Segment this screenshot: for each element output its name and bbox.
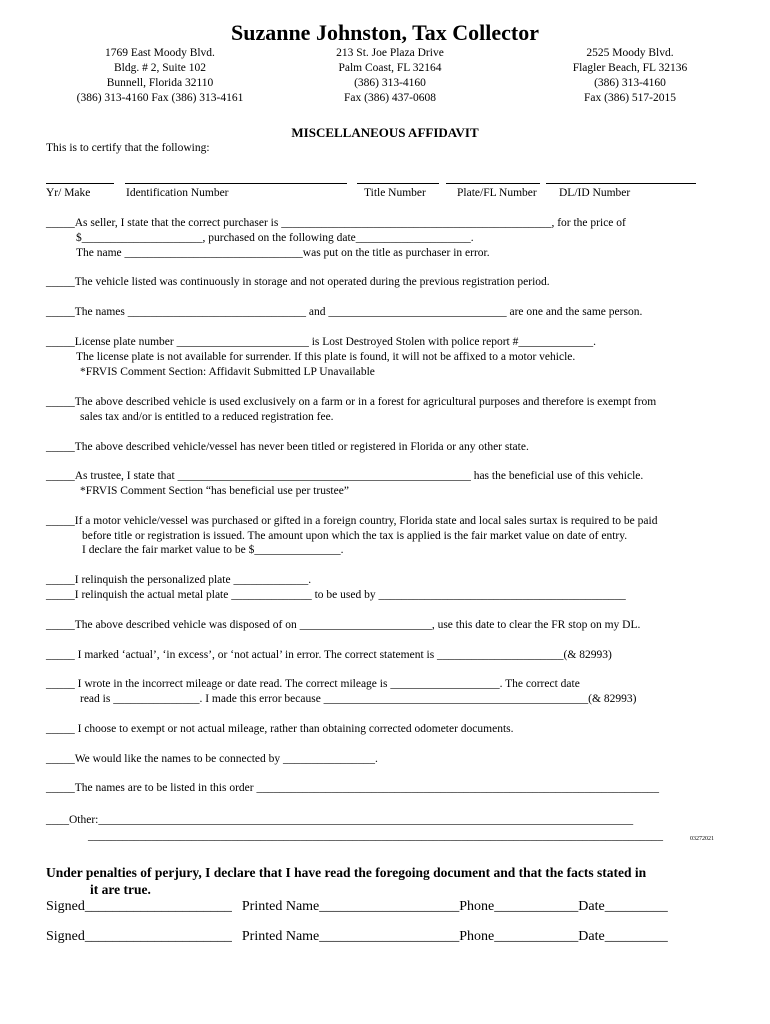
item-incorrect-mileage[interactable]: _____ I wrote in the incorrect mileage or date read. The correct mileage is ___________________. The correct date xyxy=(46,678,580,690)
printed-name-field[interactable]: Printed Name____________________ xyxy=(241,929,460,944)
item-farm-use-cont: sales tax and/or is entitled to a reduced registration fee. xyxy=(80,411,334,423)
office-address-line: 213 St. Joe Plaza Drive xyxy=(336,47,444,59)
yr-make-label: Yr/ Make xyxy=(46,187,91,199)
office-phone-line: (386) 313-4160 xyxy=(594,77,666,89)
item-incorrect-mileage-cont[interactable]: read is _______________. I made this error because ______________________________________________(& 82993) xyxy=(80,693,637,705)
office-fax-line: Fax (386) 437-0608 xyxy=(344,92,436,104)
item-seller-price-date[interactable]: $_____________________, purchased on the following date____________________. xyxy=(76,232,474,244)
signature-row-1 xyxy=(46,899,668,915)
item-marked-actual-error[interactable]: _____ I marked ‘actual’, ‘in excess’, or ‘not actual’ in error. The correct statement is ______________________(& 82993) xyxy=(46,649,612,661)
form-date-code: 03272021 xyxy=(690,836,714,842)
dl-id-number-field[interactable] xyxy=(546,183,696,184)
item-exempt-mileage[interactable]: _____ I choose to exempt or not actual mileage, rather than obtaining corrected odometer documents. xyxy=(46,723,514,735)
perjury-statement-line: Under penalties of perjury, I declare that I have read the foregoing document and that the facts stated in xyxy=(46,865,647,880)
item-fair-market-value[interactable]: I declare the fair market value to be $_______________. xyxy=(82,544,344,556)
item-never-titled[interactable]: _____The above described vehicle/vessel has never been titled or registered in Florida or any other state. xyxy=(46,441,529,453)
page-title: Suzanne Johnston, Tax Collector xyxy=(230,20,540,45)
item-license-plate[interactable]: _____License plate number _______________________ is Lost Destroyed Stolen with police report #_____________. xyxy=(46,336,597,348)
item-seller-name-error[interactable]: The name _______________________________was put on the title as purchaser in error. xyxy=(76,247,490,259)
item-foreign-purchase[interactable]: _____If a motor vehicle/vessel was purchased or gifted in a foreign country, Florida state and local sales surtax is required to be paid xyxy=(46,515,658,527)
perjury-statement xyxy=(46,864,736,898)
yr-make-field[interactable] xyxy=(46,183,114,184)
item-disposed-of[interactable]: _____The above described vehicle was disposed of on _______________________, use this date to clear the FR stop on my DL. xyxy=(46,619,641,631)
office-address-line: Flagler Beach, FL 32136 xyxy=(572,62,688,74)
item-license-plate-note: The license plate is not available for surrender. If this plate is found, it will not be affixed to a motor vehicle. xyxy=(76,351,576,363)
item-relinquish-personalized-plate[interactable]: _____I relinquish the personalized plate _____________. xyxy=(46,574,312,586)
office-phone-line: (386) 313-4160 xyxy=(354,77,426,89)
office-flagler-beach xyxy=(530,46,730,106)
plate-number-label: Plate/FL Number xyxy=(457,187,537,199)
date-field[interactable]: Date_________ xyxy=(578,899,668,914)
phone-field[interactable]: Phone____________ xyxy=(459,899,579,914)
signed-field[interactable]: Signed_____________________ xyxy=(46,899,232,914)
item-other-cont[interactable]: ____________________________________________________________________________________________________ xyxy=(88,830,663,842)
office-address-line: 1769 East Moody Blvd. xyxy=(105,47,215,59)
office-address-line: Bldg. # 2, Suite 102 xyxy=(113,62,206,74)
office-phone-line: (386) 313-4160 Fax (386) 313-4161 xyxy=(76,92,244,104)
item-foreign-purchase-cont: before title or registration is issued. The amount upon which the tax is applied is the fair market value on date of entry. xyxy=(82,530,628,542)
dl-id-number-label: DL/ID Number xyxy=(559,187,631,199)
office-address-line: 2525 Moody Blvd. xyxy=(586,47,674,59)
signature-row-2 xyxy=(46,929,668,945)
item-names-connected[interactable]: _____We would like the names to be connected by ________________. xyxy=(46,753,378,765)
item-other[interactable]: ____Other:_____________________________________________________________________________________________ xyxy=(46,814,634,826)
date-field[interactable]: Date_________ xyxy=(578,929,668,944)
title-number-label: Title Number xyxy=(364,187,426,199)
item-relinquish-metal-plate[interactable]: _____I relinquish the actual metal plate ______________ to be used by ___________________________________________ xyxy=(46,589,626,601)
intro-text: This is to certify that the following: xyxy=(46,142,210,154)
office-palm-coast xyxy=(290,46,490,106)
item-names-same-person[interactable]: _____The names _______________________________ and _______________________________ are one and the same person. xyxy=(46,306,643,318)
item-farm-use[interactable]: _____The above described vehicle is used exclusively on a farm or in a forest for agricultural purposes and therefore is exempt from xyxy=(46,396,657,408)
perjury-statement-line: it are true. xyxy=(90,882,151,897)
identification-number-field[interactable] xyxy=(125,183,347,184)
item-storage[interactable]: _____The vehicle listed was continuously in storage and not operated during the previous registration period. xyxy=(46,276,550,288)
form-title: MISCELLANEOUS AFFIDAVIT xyxy=(291,125,479,140)
plate-number-field[interactable] xyxy=(446,183,540,184)
item-seller-purchaser[interactable]: _____As seller, I state that the correct purchaser is _______________________________________________, for the price of xyxy=(46,217,626,229)
item-license-plate-comment: *FRVIS Comment Section: Affidavit Submitted LP Unavailable xyxy=(80,366,375,378)
signed-field[interactable]: Signed_____________________ xyxy=(46,929,232,944)
item-names-order[interactable]: _____The names are to be listed in this order ______________________________________________________________________ xyxy=(46,782,659,794)
identification-number-label: Identification Number xyxy=(126,187,229,199)
printed-name-field[interactable]: Printed Name____________________ xyxy=(241,899,460,914)
office-address-line: Bunnell, Florida 32110 xyxy=(106,77,214,89)
office-address-line: Palm Coast, FL 32164 xyxy=(338,62,442,74)
office-bunnell xyxy=(60,46,260,106)
office-fax-line: Fax (386) 517-2015 xyxy=(584,92,676,104)
title-number-field[interactable] xyxy=(357,183,439,184)
item-trustee-comment: *FRVIS Comment Section “has beneficial use per trustee” xyxy=(80,485,349,497)
item-trustee[interactable]: _____As trustee, I state that ___________________________________________________ has the beneficial use of this vehicle. xyxy=(46,470,644,482)
phone-field[interactable]: Phone____________ xyxy=(459,929,579,944)
